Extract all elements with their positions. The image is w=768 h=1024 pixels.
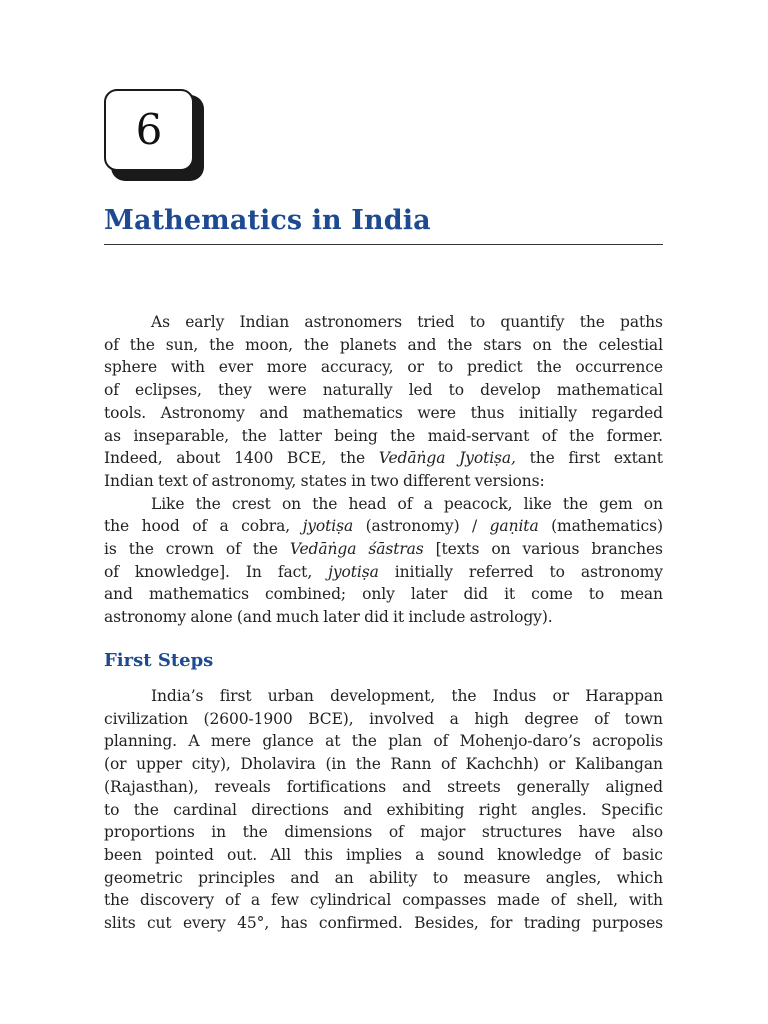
text-line: is the crown of the Vedāṅga śāstras [texts on various branches xyxy=(104,540,663,559)
text-line: as inseparable, the latter being the maid-servant of the former. xyxy=(104,426,663,445)
text-line: to the cardinal directions and exhibiting right angles. Specific xyxy=(104,800,663,819)
quote-paragraph xyxy=(104,493,663,629)
text-line: (or upper city), Dholavira (in the Rann of Kachchh) or Kalibangan xyxy=(104,755,663,774)
chapter-title: Mathematics in India xyxy=(104,205,431,236)
text-line: been pointed out. All this implies a sound knowledge of basic xyxy=(104,845,663,864)
text-line: geometric principles and an ability to measure angles, which xyxy=(104,868,663,887)
text-line: the hood of a cobra, jyotiṣa (astronomy) / gaṇita (mathematics) xyxy=(104,517,663,536)
section-paragraph xyxy=(104,685,663,935)
text-line: of knowledge]. In fact, jyotiṣa initially referred to astronomy xyxy=(104,562,663,581)
text-line: and mathematics combined; only later did it come to mean xyxy=(104,585,663,604)
chapter-number: 6 xyxy=(135,105,163,154)
text-line: astronomy alone (and much later did it include astrology). xyxy=(104,608,553,627)
title-divider xyxy=(104,244,663,245)
text-line: slits cut every 45°, has confirmed. Besides, for trading purposes xyxy=(104,914,663,933)
text-line: proportions in the dimensions of major structures have also xyxy=(104,823,663,842)
text-line: of eclipses, they were naturally led to develop mathematical xyxy=(104,381,663,400)
section-heading: First Steps xyxy=(104,650,214,671)
text-line: planning. A mere glance at the plan of Mohenjo-daro’s acropolis xyxy=(104,732,663,751)
text-line: of the sun, the moon, the planets and the stars on the celestial xyxy=(104,335,663,354)
intro-paragraph xyxy=(104,311,663,629)
text-line: Indian text of astronomy, states in two different versions: xyxy=(104,471,545,490)
text-line: (Rajasthan), reveals fortifications and streets generally aligned xyxy=(104,777,663,796)
text-line: Indeed, about 1400 BCE, the Vedāṅga Jyotiṣa, the first extant xyxy=(104,449,663,468)
text-line: tools. Astronomy and mathematics were thus initially regarded xyxy=(104,403,663,422)
chapter-number-box xyxy=(104,89,194,171)
text-line: India’s first urban development, the Indus or Harappan xyxy=(151,687,663,705)
text-line: sphere with ever more accuracy, or to predict the occurrence xyxy=(104,358,663,377)
text-line: the discovery of a few cylindrical compasses made of shell, with xyxy=(104,891,663,910)
text-line: As early Indian astronomers tried to quantify the paths xyxy=(151,313,663,331)
text-line: civilization (2600-1900 BCE), involved a high degree of town xyxy=(104,709,663,728)
text-line: Like the crest on the head of a peacock, like the gem on xyxy=(151,494,663,513)
